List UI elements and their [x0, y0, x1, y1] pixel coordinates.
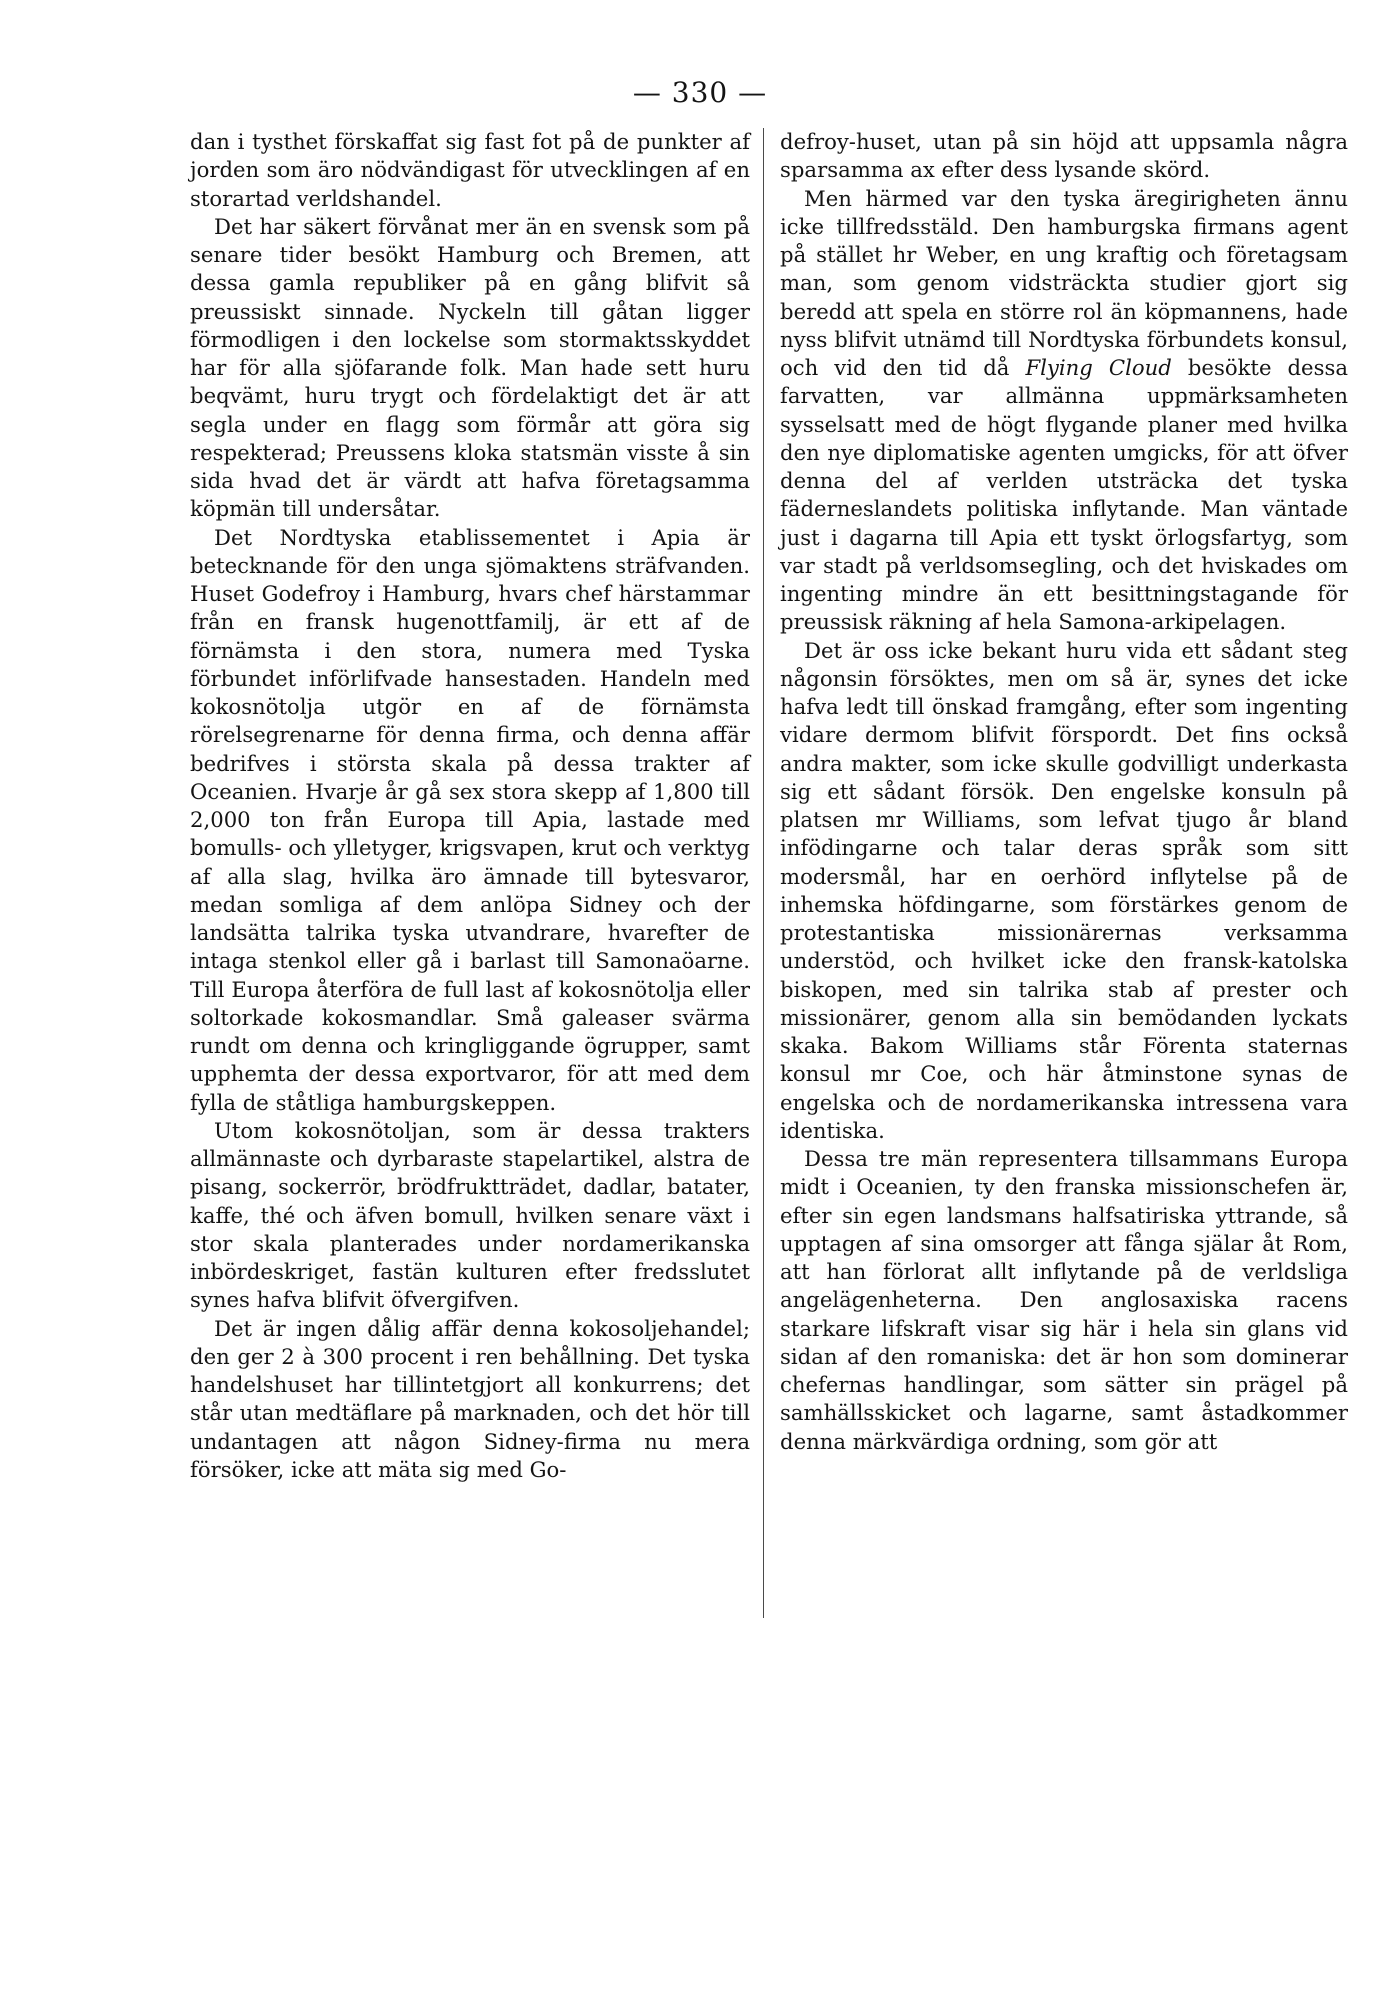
paragraph-german-ambition [780, 185, 1348, 637]
right-column [780, 128, 1348, 1456]
column-divider [763, 128, 764, 1618]
ambition-text-after: besökte dessa farvatten, var allmänna uppmärksamheten sysselsatt med de högt flygande planer med hvilka den nye diplomatiske agenten umgicks, för att öfver denna del af verlden utsträcka det tyska fäderneslandets politiska inflytande. Man väntade just i dagarna till Apia ett tyskt örlogsfartyg, som var stadt på verldsomsegling, och det hviskades om ingenting mindre än ett besittningstagande för preussisk räkning af hela Samona-arkipelagen. [780, 355, 1348, 635]
paragraph-staple-goods: Utom kokosnötoljan, som är dessa trakters allmännaste och dyrbaraste stapelartikel, alstra de pisang, sockerrör, brödfruktträdet, dadlar, batater, kaffe, thé och äfven bomull, hvilken senare växt i stor skala planterades under nordamerikanska inbördeskriget, fastän kulturen efter fredsslutet synes hafva blifvit öfvergifven. [190, 1117, 750, 1313]
paragraph-godefroy-continued: defroy-huset, utan på sin höjd att uppsamla några sparsamma ax efter dess lysande skörd. [780, 129, 1348, 183]
paragraph-continued: dan i tysthet förskaffat sig fast fot på de punkter af jorden som äro nödvändigast för utvecklingen af en storartad verldshandel. [190, 129, 750, 211]
paragraph-hamburg-bremen: Det har säkert förvånat mer än en svensk som på senare tider besökt Hamburg och Bremen, att dessa gamla republiker på en gång blifvit så preussiskt sinnade. Nyckeln till gåtan ligger förmodligen i den lockelse som stormaktsskyddet har för alla sjöfarande folk. Man hade sett huru beqvämt, huru trygt och fördelaktigt det är att segla under en flagg som förmår att göra sig respekterad; Preussens kloka statsmän visste å sin sida hvad det är värdt att hafva företagsamma köpmän till undersåtar. [190, 213, 750, 522]
ship-name: Flying Cloud [1025, 355, 1172, 380]
left-column [190, 128, 750, 1484]
ambition-text-before: Men härmed var den tyska äregirigheten ännu icke tillfredsstäld. Den hamburgska firmans agent på stället hr Weber, en ung kraftig och företagsam man, som genom vidsträckta studier gjort sig beredd att spela en större rol än köpmannens, hade nyss blifvit utnämd till Nordtyska förbundets konsul, och vid den tid då [780, 185, 1348, 380]
paragraph-three-men: Dessa tre män representera tillsammans Europa midt i Oceanien, ty den franska missionschefen är, efter sin egen landsmans halfsatiriska yttrande, så upptagen af sina omsorger att fånga själar åt Rom, att han förlorat allt inflytande på de verldsliga angelägenheterna. Den anglosaxiska racens starkare lifskraft visar sig här i hela sin glans vid sidan af den romaniska: det är hon som dominerar chefernas handlingar, som sätter sin prägel på samhällsskicket och lagarne, samt åstadkommer denna märkvärdiga ordning, som gör att [780, 1146, 1348, 1454]
page-number: — 330 — [632, 76, 768, 109]
paragraph-coconut-oil-trade: Det är ingen dålig affär denna kokosoljehandel; den ger 2 à 300 procent i ren behållning. Det tyska handelshuset har tillintetgjort all konkurrens; det står utan medtäflare på marknaden, och det hör till undantagen att någon Sidney-firma nu mera försöker, icke att mäta sig med Go- [190, 1315, 750, 1482]
paragraph-apia-establishment: Det Nordtyska etablissementet i Apia är betecknande för den unga sjömaktens sträfvanden. Huset Godefroy i Hamburg, hvars chef härstammar från en fransk hugenottfamilj, är ett af de förnämsta i den stora, numera med Tyska förbundet införlifvade hansestaden. Handeln med kokosnötolja utgör en af de förnämsta rörelsegrenarne för denna firma, och denna affär bedrifves i största skala på dessa trakter af Oceanien. Hvarje år gå sex stora skepp af 1,800 till 2,000 ton från Europa till Apia, lastade med bomulls- och ylletyger, krigsvapen, krut och verktyg af alla slag, hvilka äro ämnade till bytesvaror, medan somliga af dem anlöpa Sidney och der landsätta talrika tyska utvandrare, hvarefter de intaga stenkol eller gå i barlast till Samonaöarne. Till Europa återföra de full last af kokosnötolja eller soltorkade kokosmandlar. Små galeaser svärma rundt om denna och kringliggande ögrupper, samt upphemta der dessa exportvaror, för att med dem fylla de ståtliga hamburgskeppen. [190, 524, 750, 1115]
paragraph-other-powers: Det är oss icke bekant huru vida ett sådant steg någonsin försöktes, men om så är, synes det icke hafva ledt till önskad framgång, efter som ingenting vidare dermom blifvit förspordt. Det fins också andra makter, som icke skulle godvilligt underkasta sig ett sådant försök. Den engelske konsuln på platsen mr Williams, som lefvat tjugo år bland infödingarne och talar deras språk som sitt modersmål, har en oerhörd inflytelse på de inhemska höfdingarne, som förstärkes genom de protestantiska missionärernas verksamma understöd, och hvilket icke den fransk-katolska biskopen, med sin talrika stab af prester och missionärer, genom alla sin bemödanden lyckats skaka. Bakom Williams står Förenta staternas konsul mr Coe, och här åtminstone synas de engelska och de nordamerikanska intressena vara identiska. [780, 637, 1348, 1143]
